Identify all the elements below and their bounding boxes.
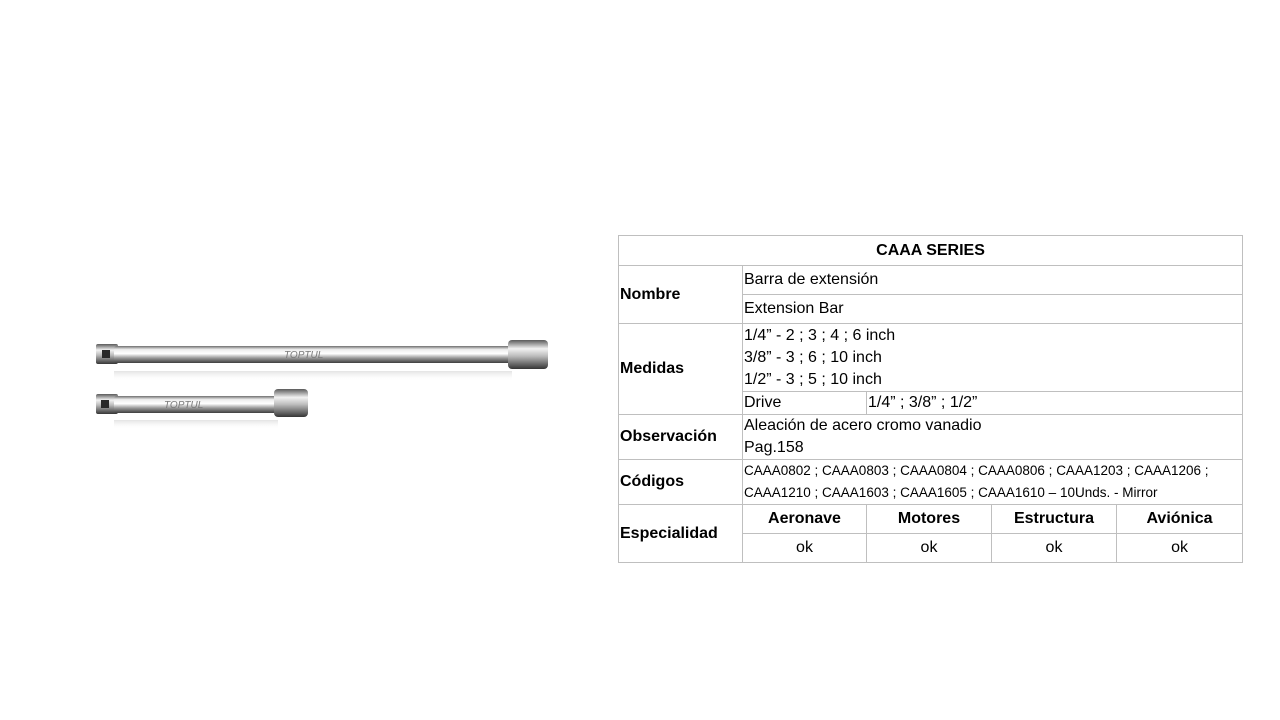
- table-title: CAAA SERIES: [619, 236, 1243, 266]
- extension-bars-image: [88, 330, 558, 440]
- brand-engraving-short: TOPTUL: [164, 400, 204, 411]
- header-aeronave: Aeronave: [743, 505, 867, 534]
- drive-value: 1/4” ; 3/8” ; 1/2”: [867, 392, 1243, 415]
- observacion-line: Aleación de acero cromo vanadio: [744, 417, 982, 434]
- especialidad-label: Especialidad: [619, 505, 743, 563]
- codigos-line: CAAA1210 ; CAAA1603 ; CAAA1605 ; CAAA1610 – 10Unds. - Mirror: [744, 485, 1158, 500]
- observacion-label: Observación: [619, 415, 743, 460]
- nombre-es: Barra de extensión: [743, 266, 1243, 295]
- medidas-label: Medidas: [619, 324, 743, 415]
- brand-engraving: TOPTUL: [284, 350, 324, 361]
- value-aeronave: ok: [743, 534, 867, 563]
- spec-table: [618, 235, 1243, 563]
- codigos-text: [743, 460, 1243, 505]
- header-motores: Motores: [867, 505, 992, 534]
- short-extension-bar: [96, 389, 308, 429]
- drive-label: Drive: [743, 392, 867, 415]
- medidas-line: 1/4” - 2 ; 3 ; 4 ; 6 inch: [744, 326, 896, 344]
- medidas-line: 3/8” - 3 ; 6 ; 10 inch: [744, 348, 882, 366]
- header-estructura: Estructura: [992, 505, 1117, 534]
- nombre-label: Nombre: [619, 266, 743, 324]
- codigos-line: CAAA0802 ; CAAA0803 ; CAAA0804 ; CAAA0806 ; CAAA1203 ; CAAA1206 ;: [744, 463, 1209, 478]
- value-avionica: ok: [1117, 534, 1243, 563]
- medidas-line: 1/2” - 3 ; 5 ; 10 inch: [744, 370, 882, 388]
- value-estructura: ok: [992, 534, 1117, 563]
- long-extension-bar: [96, 340, 548, 381]
- observacion-text: [743, 415, 1243, 460]
- medidas-sizes: [743, 324, 1243, 392]
- codigos-label: Códigos: [619, 460, 743, 505]
- value-motores: ok: [867, 534, 992, 563]
- observacion-line: Pag.158: [744, 439, 804, 456]
- header-avionica: Aviónica: [1117, 505, 1243, 534]
- nombre-en: Extension Bar: [743, 295, 1243, 324]
